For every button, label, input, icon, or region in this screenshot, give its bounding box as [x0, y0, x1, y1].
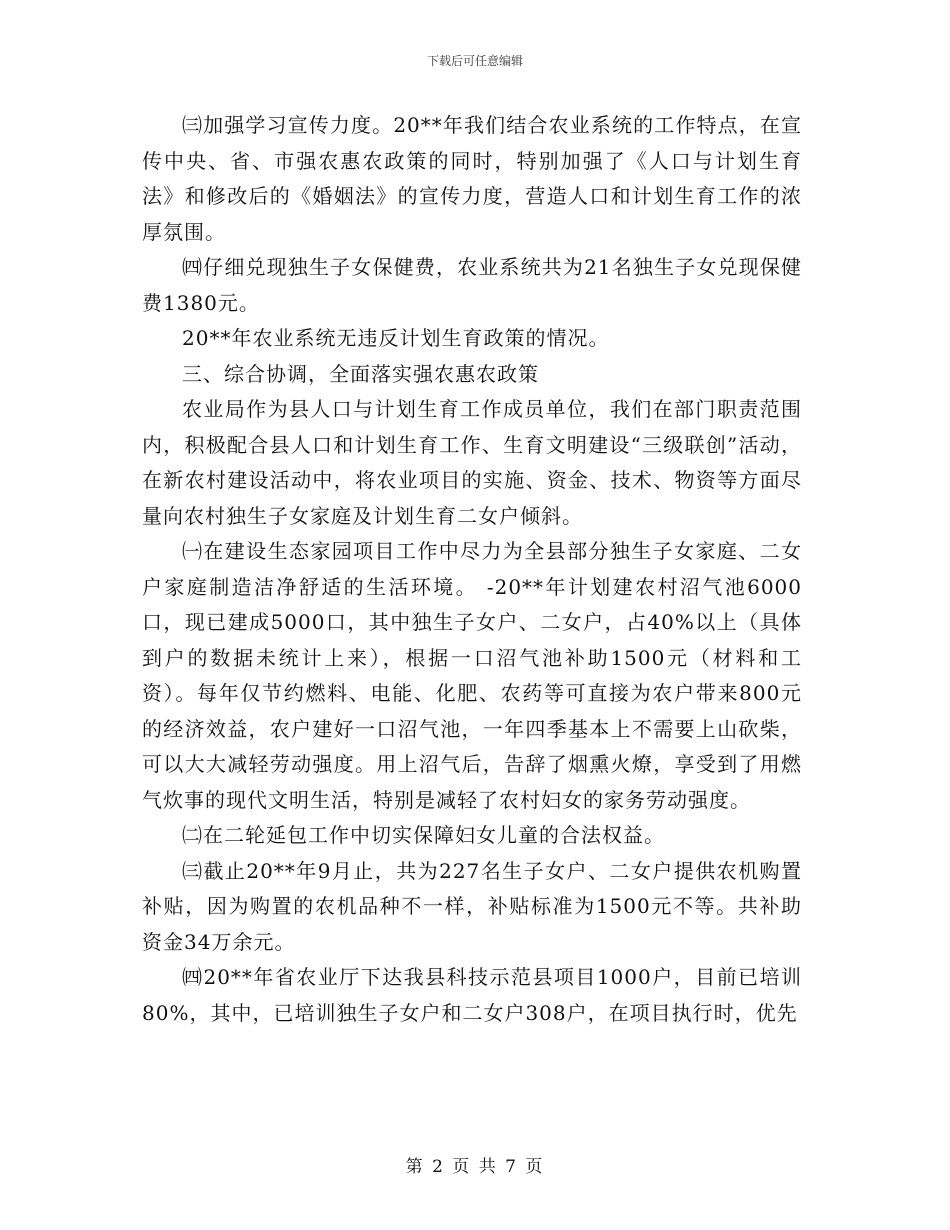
page-header: 下载后可任意编辑	[426, 54, 523, 68]
paragraph: ㈠在建设生态家园项目工作中尽力为全县部分独生子女家庭、二女户家庭制造洁净舒适的生活环境。 -20**年计划建农村沼气池6000口，现已建成5000口，其中独生子女户、二女户，占40%以上（具体到户的数据未统计上来），根据一口沼气池补助1500元（材料和工资）。每年仅节约燃料、电能、化肥、农药等可直接为农户带来800元的经济效益，农户建好一口沼气池，一年四季基本上不需要上山砍柴，可以大大减轻劳动强度。用上沼气后，告辞了烟熏火燎，享受到了用燃气炊事的现代文明生活，特别是减轻了农村妇女的家务劳动强度。	[142, 539, 802, 812]
paragraph: ㈢加强学习宣传力度。20**年我们结合农业系统的工作特点，在宣传中央、省、市强农惠农政策的同时，特别加强了《人口与计划生育法》和修改后的《婚姻法》的宣传力度，营造人口和计划生育工作的浓厚氛围。	[142, 113, 802, 244]
section-heading: 三、综合协调，全面落实强农惠农政策	[182, 361, 539, 386]
paragraph: 农业局作为县人口与计划生育工作成员单位，我们在部门职责范围内，积极配合县人口和计划生育工作、生育文明建设“三级联创”活动，在新农村建设活动中，将农业项目的实施、资金、技术、物资等方面尽量向农村独生子女家庭及计划生育二女户倾斜。	[142, 397, 802, 528]
paragraph: ㈣20**年省农业厅下达我县科技示范县项目1000户，目前已培训80%，其中，已培训独生子女户和二女户308户，在项目执行时，优先	[142, 965, 802, 1025]
page-number: 第 2 页 共 7 页	[405, 1157, 545, 1177]
paragraph: ㈡在二轮延包工作中切实保障妇女儿童的合法权益。	[182, 823, 665, 847]
document-body	[142, 108, 802, 1031]
paragraph: 20**年农业系统无违反计划生育政策的情况。	[182, 326, 610, 350]
paragraph: ㈣仔细兑现独生子女保健费，农业系统共为21名独生子女兑现保健费1380元。	[142, 255, 802, 315]
paragraph: ㈢截止20**年9月止，共为227名生子女户、二女户提供农机购置补贴，因为购置的农机品种不一样，补贴标准为1500元不等。共补助资金34万余元。	[142, 858, 802, 954]
